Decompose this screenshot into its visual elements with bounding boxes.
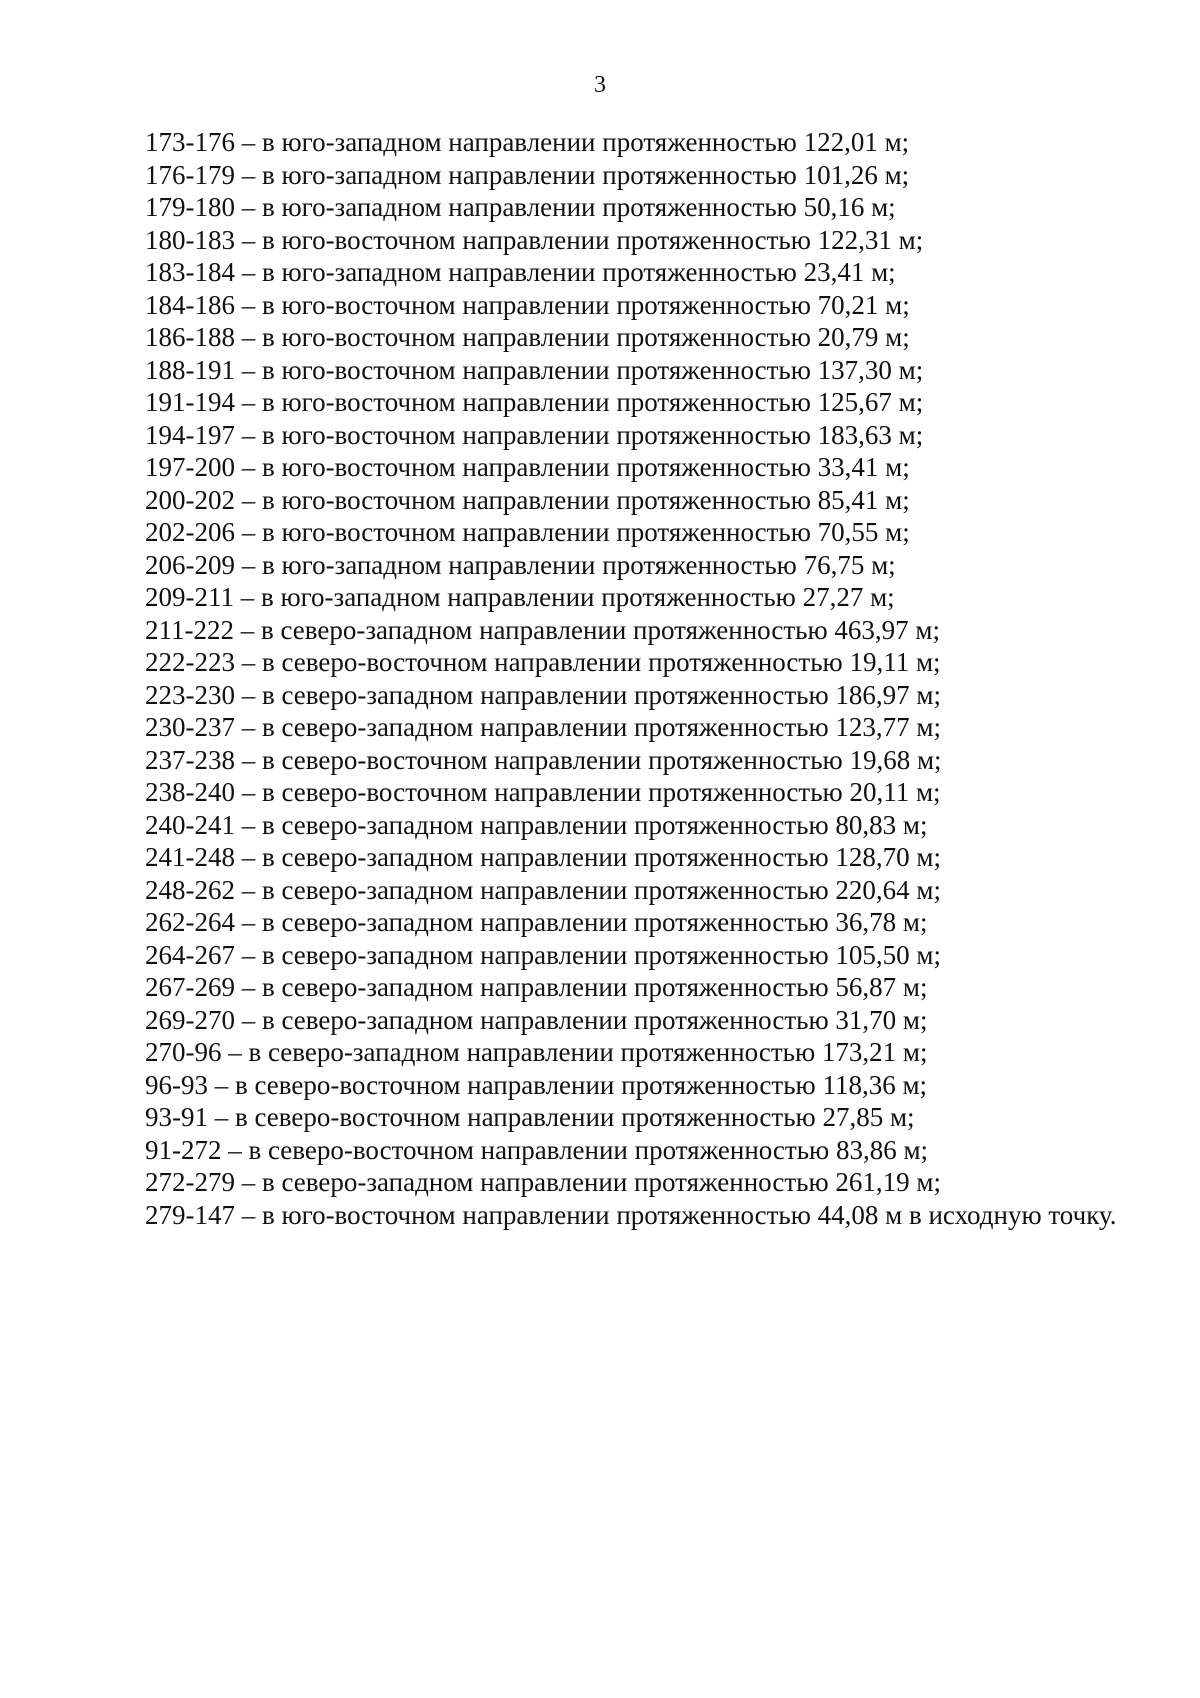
boundary-segment-line: 194-197 – в юго-восточном направлении протяженностью 183,63 м; [145, 419, 924, 450]
boundary-segment-line: 197-200 – в юго-восточном направлении протяженностью 33,41 м; [145, 452, 910, 482]
boundary-segment-line: 202-206 – в юго-восточном направлении протяженностью 70,55 м; [145, 517, 910, 547]
boundary-segment-line: 183-184 – в юго-западном направлении протяженностью 23,41 м; [145, 257, 896, 287]
boundary-segment-line: 93-91 – в северо-восточном направлении протяженностью 27,85 м; [145, 1102, 915, 1132]
boundary-segment-line: 209-211 – в юго-западном направлении протяженностью 27,27 м; [145, 582, 895, 612]
boundary-segment-line: 270-96 – в северо-западном направлении протяженностью 173,21 м; [145, 1037, 928, 1067]
boundary-segment-line: 248-262 – в северо-западном направлении протяженностью 220,64 м; [145, 874, 941, 905]
boundary-segment-line: 238-240 – в северо-восточном направлении протяженностью 20,11 м; [145, 777, 941, 807]
boundary-segment-line: 173-176 – в юго-западном направлении протяженностью 122,01 м; [145, 127, 910, 157]
boundary-segment-line: 237-238 – в северо-восточном направлении протяженностью 19,68 м; [145, 744, 942, 775]
boundary-segment-line: 176-179 – в юго-западном направлении протяженностью 101,26 м; [145, 159, 910, 190]
boundary-segment-line: 191-194 – в юго-восточном направлении протяженностью 125,67 м; [145, 387, 924, 417]
boundary-segment-line: 240-241 – в северо-западном направлении протяженностью 80,83 м; [145, 809, 928, 840]
boundary-description-list [145, 126, 1135, 1231]
boundary-segment-line: 91-272 – в северо-восточном направлении протяженностью 83,86 м; [145, 1134, 929, 1165]
boundary-segment-line: 184-186 – в юго-восточном направлении протяженностью 70,21 м; [145, 289, 910, 320]
boundary-segment-line: 179-180 – в юго-западном направлении протяженностью 50,16 м; [145, 192, 896, 222]
boundary-segment-line: 200-202 – в юго-восточном направлении протяженностью 85,41 м; [145, 484, 910, 515]
boundary-segment-line: 96-93 – в северо-восточном направлении протяженностью 118,36 м; [145, 1069, 928, 1100]
boundary-segment-line: 272-279 – в северо-западном направлении протяженностью 261,19 м; [145, 1167, 941, 1197]
boundary-segment-line: 267-269 – в северо-западном направлении протяженностью 56,87 м; [145, 972, 928, 1002]
boundary-segment-line: 180-183 – в юго-восточном направлении протяженностью 122,31 м; [145, 224, 924, 255]
boundary-segment-line: 241-248 – в северо-западном направлении протяженностью 128,70 м; [145, 842, 941, 872]
boundary-segment-line: 269-270 – в северо-западном направлении протяженностью 31,70 м; [145, 1004, 928, 1035]
boundary-segment-line: 211-222 – в северо-западном направлении протяженностью 463,97 м; [145, 614, 940, 645]
boundary-final-segment: 279-147 – в юго-восточном направлении протяженностью 44,08 м в исходную точку. [145, 1199, 1117, 1230]
boundary-segment-line: 188-191 – в юго-восточном направлении протяженностью 137,30 м; [145, 354, 924, 385]
boundary-segment-line: 264-267 – в северо-западном направлении протяженностью 105,50 м; [145, 939, 941, 970]
boundary-segment-line: 223-230 – в северо-западном направлении протяженностью 186,97 м; [145, 679, 941, 710]
boundary-segment-line: 262-264 – в северо-западном направлении протяженностью 36,78 м; [145, 907, 928, 937]
boundary-segment-line: 230-237 – в северо-западном направлении протяженностью 123,77 м; [145, 712, 941, 742]
boundary-segment-line: 186-188 – в юго-восточном направлении протяженностью 20,79 м; [145, 322, 910, 352]
boundary-segment-line: 222-223 – в северо-восточном направлении протяженностью 19,11 м; [145, 647, 941, 677]
boundary-segment-line: 206-209 – в юго-западном направлении протяженностью 76,75 м; [145, 549, 896, 580]
page-number: 3 [594, 72, 606, 98]
